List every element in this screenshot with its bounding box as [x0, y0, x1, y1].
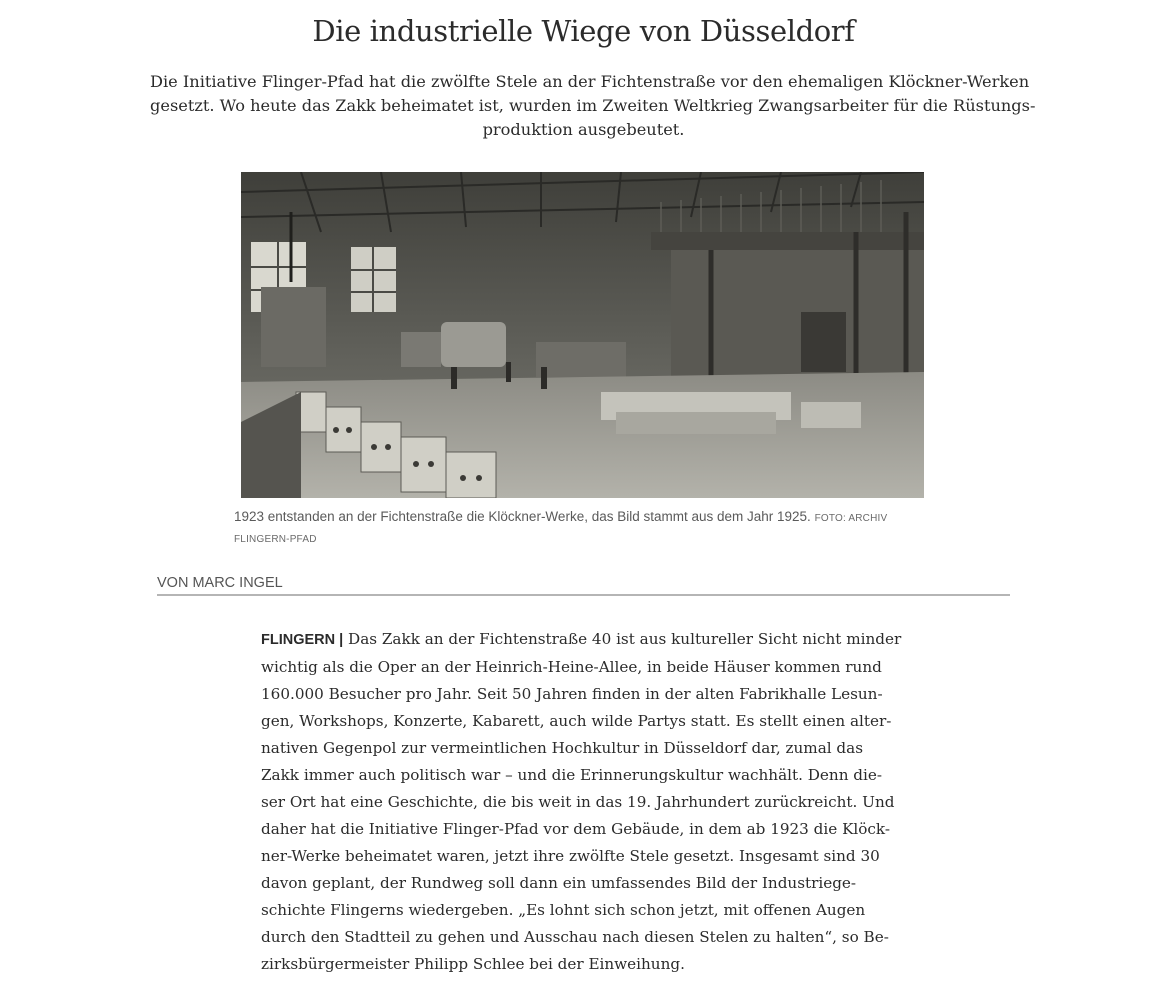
body-line — [261, 626, 921, 654]
body-line: schichte Flingerns wiedergeben. „Es lohnt sich schon jetzt, mit offenen Augen — [261, 901, 866, 919]
body-line: ser Ort hat eine Geschichte, die bis weit in das 19. Jahrhundert zurückreicht. Und — [261, 793, 895, 811]
photo-credit: FOTO: ARCHIV FLINGERN-PFAD — [234, 513, 888, 545]
article-lead — [150, 70, 1036, 142]
body-line: daher hat die Initiative Flinger-Pfad vor dem Gebäude, in dem ab 1923 die Klöck- — [261, 820, 890, 838]
body-line: gen, Workshops, Konzerte, Kabarett, auch wilde Partys statt. Es stellt einen alter- — [261, 712, 892, 730]
body-line: nativen Gegenpol zur vermeintlichen Hochkultur in Düsseldorf dar, zumal das — [261, 739, 864, 757]
body-line-text: Das Zakk an der Fichtenstraße 40 ist aus kultureller Sicht nicht minder — [348, 630, 902, 648]
body-line: zirksbürgermeister Philipp Schlee bei der Einweihung. — [261, 955, 685, 973]
article-photo — [241, 172, 924, 498]
article-body — [261, 626, 921, 978]
body-line: wichtig als die Oper an der Heinrich-Heine-Allee, in beide Häuser kommen rund — [261, 658, 882, 676]
lead-line: gesetzt. Wo heute das Zakk beheimatet ist, wurden im Zweiten Weltkrieg Zwangsarbeiter für die Rüstungs- — [150, 96, 1036, 115]
lead-line: produktion ausgebeutet. — [482, 120, 685, 139]
body-line: ner-Werke beheimatet waren, jetzt ihre zwölfte Stele gesetzt. Insgesamt sind 30 — [261, 847, 880, 865]
lead-line: Die Initiative Flinger-Pfad hat die zwölfte Stele an der Fichtenstraße vor den ehemaligen Klöckner-Werken — [150, 72, 1030, 91]
caption-text: 1923 entstanden an der Fichtenstraße die Klöckner-Werke, das Bild stammt aus dem Jahr 1925. — [234, 509, 811, 524]
author-byline: VON MARC INGEL — [157, 575, 1010, 596]
photo-caption — [234, 507, 934, 549]
body-line: 160.000 Besucher pro Jahr. Seit 50 Jahren finden in der alten Fabrikhalle Lesun- — [261, 685, 883, 703]
body-line: durch den Stadtteil zu gehen und Ausschau nach diesen Stelen zu halten“, so Be- — [261, 928, 889, 946]
body-line: Zakk immer auch politisch war – und die Erinnerungskultur wachhält. Denn die- — [261, 766, 883, 784]
dateline: FLINGERN | — [261, 632, 344, 648]
body-line: davon geplant, der Rundweg soll dann ein umfassendes Bild der Industriege- — [261, 874, 857, 892]
article-headline: Die industrielle Wiege von Düsseldorf — [312, 14, 855, 48]
